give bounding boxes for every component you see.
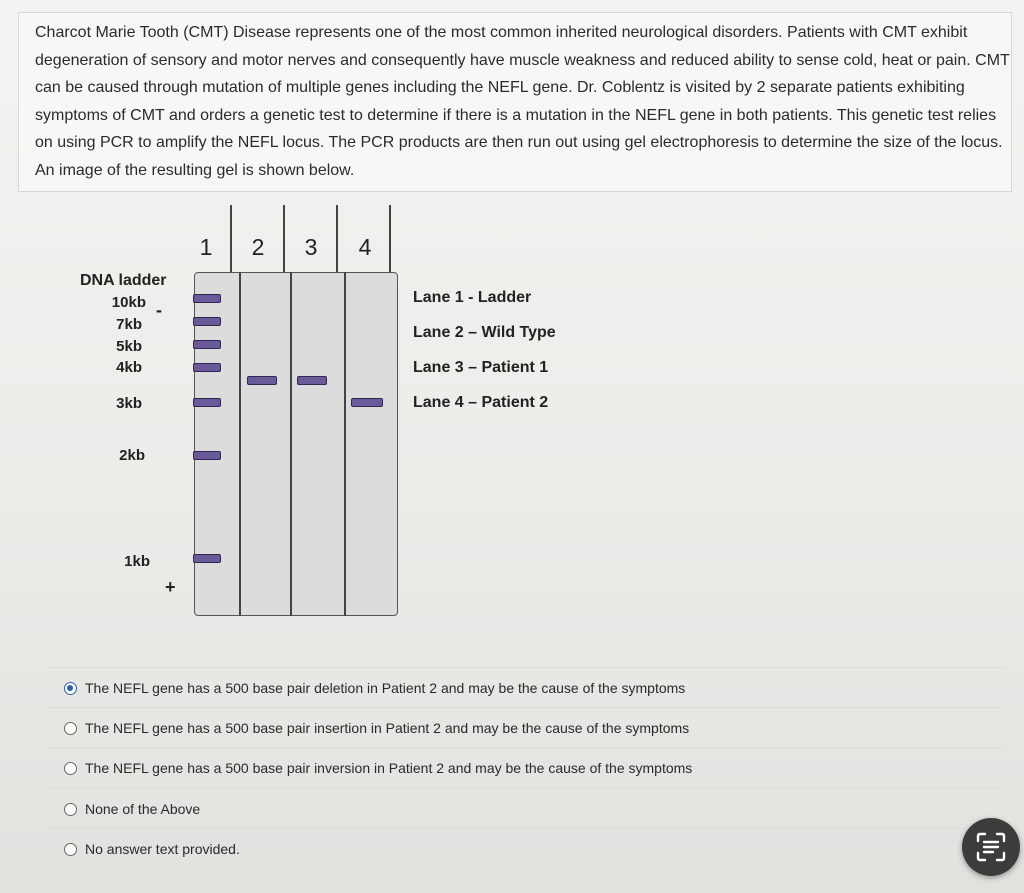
ladder-band-1kb — [193, 554, 221, 563]
negative-electrode-sign: - — [156, 300, 162, 320]
answer-option-1[interactable] — [48, 667, 1004, 708]
lane-number-2: 2 — [251, 234, 265, 260]
ladder-label-1kb: 1kb — [124, 553, 150, 570]
ladder-band-7kb — [193, 317, 221, 326]
lane-number-3: 3 — [304, 234, 318, 260]
radio-icon[interactable] — [64, 722, 77, 735]
answer-option-3[interactable] — [48, 747, 1004, 788]
ladder-label-4kb: 4kb — [116, 359, 142, 376]
legend-lane-2: Lane 2 – Wild Type — [413, 324, 556, 341]
gel-body — [194, 272, 398, 616]
answer-option-label: No answer text provided. — [85, 841, 240, 857]
ladder-band-3kb — [193, 398, 221, 407]
radio-icon[interactable] — [64, 843, 77, 856]
lane-number-1: 1 — [199, 234, 213, 260]
radio-selected-icon[interactable] — [64, 682, 77, 695]
lane-4-band — [351, 398, 383, 407]
lane-divider — [239, 272, 241, 616]
answer-option-label: None of the Above — [85, 801, 201, 817]
legend-lane-3: Lane 3 – Patient 1 — [413, 359, 549, 376]
answer-option-label: The NEFL gene has a 500 base pair insertion in Patient 2 and may be the cause of the symptoms — [85, 720, 690, 736]
legend-lane-4: Lane 4 – Patient 2 — [413, 394, 549, 411]
legend-lane-1: Lane 1 - Ladder — [413, 289, 532, 306]
positive-electrode-sign: + — [165, 577, 176, 597]
answer-option-label: The NEFL gene has a 500 base pair inversion in Patient 2 and may be the cause of the symptoms — [85, 760, 693, 776]
answer-option-label: The NEFL gene has a 500 base pair deletion in Patient 2 and may be the cause of the symptoms — [85, 680, 686, 696]
lane-number-4: 4 — [358, 234, 372, 260]
text-scan-button[interactable] — [962, 818, 1020, 876]
answer-option-4[interactable] — [48, 788, 1004, 829]
ladder-label-10kb: 10kb — [111, 294, 146, 311]
ladder-band-5kb — [193, 340, 221, 349]
lane-2-band — [247, 376, 277, 385]
ladder-label-5kb: 5kb — [116, 338, 142, 355]
text-scan-icon — [974, 830, 1008, 864]
ladder-title: DNA ladder — [80, 272, 167, 289]
ladder-band-10kb — [193, 294, 221, 303]
answer-option-2[interactable] — [48, 707, 1004, 748]
lane-divider — [290, 272, 292, 616]
answer-option-5[interactable] — [48, 828, 1004, 869]
ladder-label-7kb: 7kb — [116, 316, 142, 333]
ladder-band-4kb — [193, 363, 221, 372]
lane-3-band — [297, 376, 327, 385]
ladder-label-2kb: 2kb — [119, 447, 145, 464]
question-text: Charcot Marie Tooth (CMT) Disease represents one of the most common inherited neurological disorders. Patients with CMT exhibit degeneration of sensory and motor nerves and consequently have muscle weakness and reduced ability to sense cold, heat or pain. CMT can be caused through mutation of multiple genes including the NEFL gene. Dr. Coblentz is visited by 2 separate patients exhibiting symptoms of CMT and orders a genetic test to determine if there is a mutation in the NEFL gene in both patients. This genetic test relies on using PCR to amplify the NEFL locus. The PCR products are then run out using gel electrophoresis to determine the size of the locus. An image of the resulting gel is shown below. — [35, 24, 1010, 179]
radio-icon[interactable] — [64, 803, 77, 816]
lane-divider — [344, 272, 346, 616]
lane-divider — [389, 205, 391, 272]
radio-icon[interactable] — [64, 762, 77, 775]
ladder-band-2kb — [193, 451, 221, 460]
ladder-label-3kb: 3kb — [116, 395, 142, 412]
